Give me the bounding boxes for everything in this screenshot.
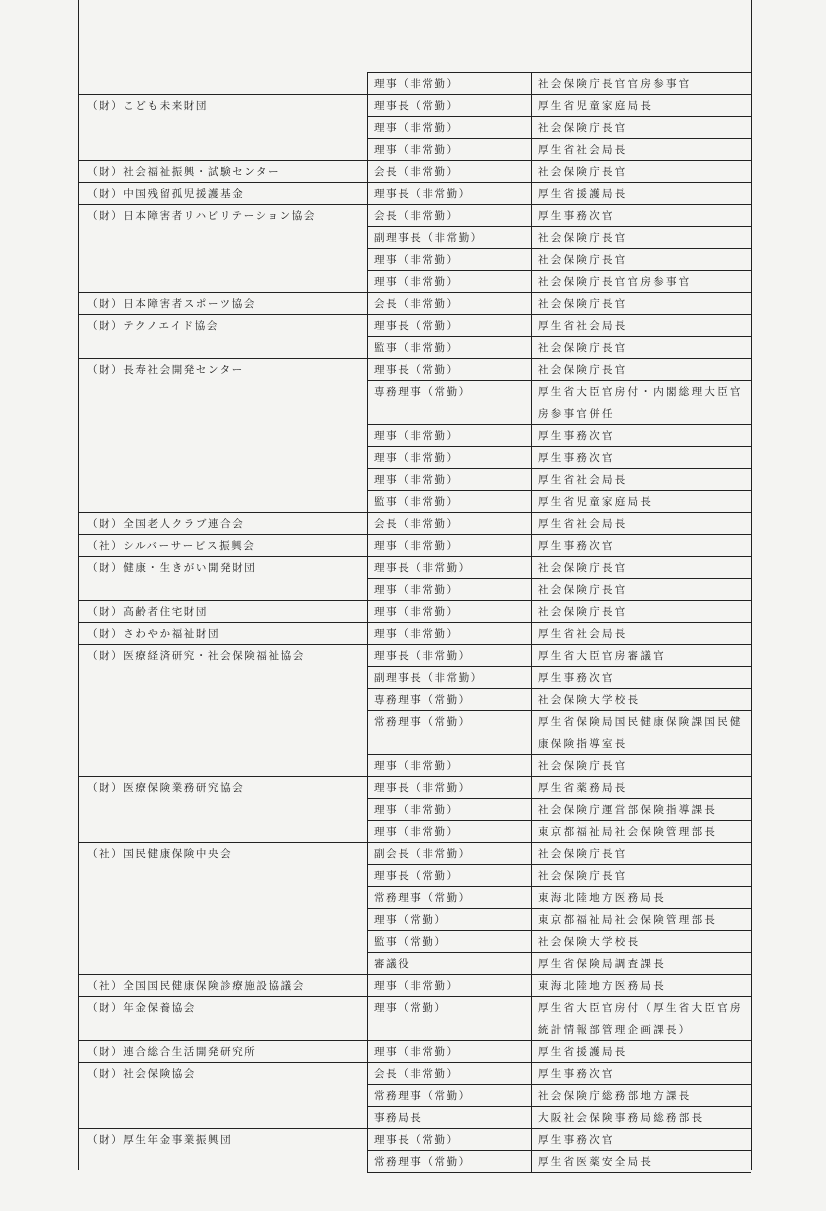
position-cell: 理事長（常勤） xyxy=(367,864,531,886)
table-row xyxy=(367,314,751,336)
official-cell: 厚生省大臣官房審議官 xyxy=(531,644,751,666)
position-cell: 理事（非常勤） xyxy=(367,798,531,820)
official-cell: 厚生省児童家庭局長 xyxy=(531,94,751,116)
official-cell: 厚生省保険局調査課長 xyxy=(531,952,751,974)
position-cell: 理事（非常勤） xyxy=(367,622,531,644)
organization-name: （財）全国老人クラブ連合会 xyxy=(79,512,367,534)
organization-group xyxy=(79,292,751,314)
organization-name xyxy=(79,72,367,94)
official-cell: 社会保険庁長官 xyxy=(531,226,751,248)
official-cell: 厚生事務次官 xyxy=(531,534,751,556)
table-row xyxy=(367,1040,751,1062)
official-cell: 社会保険庁長官 xyxy=(531,556,751,578)
position-cell: 理事長（非常勤） xyxy=(367,776,531,798)
position-cell: 常務理事（常勤） xyxy=(367,1150,531,1172)
official-cell: 東京都福祉局社会保険管理部長 xyxy=(531,908,751,930)
official-cell: 厚生省薬務局長 xyxy=(531,776,751,798)
organization-name: （財）こども未来財団 xyxy=(79,94,367,160)
position-cell: 理事（非常勤） xyxy=(367,116,531,138)
official-cell: 社会保険庁運営部保険指導課長 xyxy=(531,798,751,820)
official-cell: 厚生事務次官 xyxy=(531,666,751,688)
position-cell: 理事（常勤） xyxy=(367,908,531,930)
organization-group xyxy=(79,1062,751,1128)
position-cell: 理事（常勤） xyxy=(367,996,531,1040)
official-cell: 厚生省援護局長 xyxy=(531,1040,751,1062)
official-cell: 厚生事務次官 xyxy=(531,1128,751,1150)
table-row xyxy=(367,820,751,842)
organization-group xyxy=(79,534,751,556)
table-row xyxy=(367,952,751,974)
position-cell: 理事（非常勤） xyxy=(367,1040,531,1062)
official-cell: 厚生事務次官 xyxy=(531,446,751,468)
table-row xyxy=(367,754,751,776)
position-cell: 理事（非常勤） xyxy=(367,424,531,446)
position-cell: 常務理事（常勤） xyxy=(367,1084,531,1106)
official-cell: 厚生事務次官 xyxy=(531,1062,751,1084)
official-cell: 社会保険庁長官 xyxy=(531,842,751,864)
organization-name: （社）国民健康保険中央会 xyxy=(79,842,367,974)
position-cell: 理事長（常勤） xyxy=(367,1128,531,1150)
official-cell: 社会保険大学校長 xyxy=(531,688,751,710)
organization-group xyxy=(79,314,751,358)
official-cell: 東京都福祉局社会保険管理部長 xyxy=(531,820,751,842)
document-table xyxy=(78,0,752,1170)
organization-group xyxy=(79,644,751,776)
organization-name: （財）日本障害者スポーツ協会 xyxy=(79,292,367,314)
table-row xyxy=(367,468,751,490)
official-cell: 厚生省援護局長 xyxy=(531,182,751,204)
official-cell: 東海北陸地方医務局長 xyxy=(531,974,751,996)
official-cell: 社会保険庁長官 xyxy=(531,248,751,270)
official-cell: 社会保険庁長官 xyxy=(531,336,751,358)
table-row xyxy=(367,666,751,688)
table-row xyxy=(367,380,751,424)
table-row xyxy=(367,930,751,952)
organization-name: （財）連合総合生活開発研究所 xyxy=(79,1040,367,1062)
table-row xyxy=(367,798,751,820)
organization-name: （財）長寿社会開発センター xyxy=(79,358,367,512)
position-cell: 副理事長（非常勤） xyxy=(367,666,531,688)
organization-name: （財）社会福祉振興・試験センター xyxy=(79,160,367,182)
official-cell: 厚生省大臣官房付・内閣総理大臣官房参事官併任 xyxy=(531,380,751,424)
position-cell: 常務理事（常勤） xyxy=(367,886,531,908)
organization-name: （財）さわやか福祉財団 xyxy=(79,622,367,644)
table-row xyxy=(367,710,751,754)
position-cell: 理事長（常勤） xyxy=(367,314,531,336)
position-cell: 理事（非常勤） xyxy=(367,600,531,622)
official-cell: 厚生省児童家庭局長 xyxy=(531,490,751,512)
table-row xyxy=(367,226,751,248)
table-row xyxy=(367,94,751,116)
position-cell: 専務理事（常勤） xyxy=(367,380,531,424)
table-row xyxy=(367,248,751,270)
position-cell: 事務局長 xyxy=(367,1106,531,1128)
organization-group xyxy=(79,842,751,974)
table-row xyxy=(367,1084,751,1106)
official-cell: 厚生省医薬安全局長 xyxy=(531,1150,751,1172)
organization-name: （財）年金保養協会 xyxy=(79,996,367,1040)
table-bottom-rule xyxy=(367,1172,751,1173)
organization-group xyxy=(79,776,751,842)
table-row xyxy=(367,204,751,226)
organization-group xyxy=(79,974,751,996)
position-cell: 理事長（非常勤） xyxy=(367,556,531,578)
position-cell: 会長（非常勤） xyxy=(367,160,531,182)
table-row xyxy=(367,974,751,996)
table-row xyxy=(367,336,751,358)
table-row xyxy=(367,160,751,182)
official-cell: 厚生省社会局長 xyxy=(531,468,751,490)
table-row xyxy=(367,424,751,446)
table-row xyxy=(367,270,751,292)
organization-group xyxy=(79,1128,751,1172)
table-row xyxy=(367,512,751,534)
position-cell: 審議役 xyxy=(367,952,531,974)
organization-group xyxy=(79,1040,751,1062)
official-cell: 社会保険庁長官 xyxy=(531,864,751,886)
table-row xyxy=(367,776,751,798)
position-cell: 理事（非常勤） xyxy=(367,754,531,776)
organization-name: （財）厚生年金事業振興団 xyxy=(79,1128,367,1172)
organization-name: （財）社会保険協会 xyxy=(79,1062,367,1128)
table-row xyxy=(367,578,751,600)
position-cell: 副理事長（非常勤） xyxy=(367,226,531,248)
table-row xyxy=(367,1128,751,1150)
table-row xyxy=(367,116,751,138)
organization-name: （財）日本障害者リハビリテーション協会 xyxy=(79,204,367,292)
table-row xyxy=(367,1150,751,1172)
organization-group xyxy=(79,204,751,292)
official-cell: 厚生省大臣官房付（厚生省大臣官房統計情報部管理企画課長） xyxy=(531,996,751,1040)
position-cell: 理事長（常勤） xyxy=(367,358,531,380)
table-row xyxy=(367,996,751,1040)
table-row xyxy=(367,842,751,864)
official-cell: 社会保険庁長官官房参事官 xyxy=(531,270,751,292)
table-row xyxy=(367,534,751,556)
position-cell: 監事（非常勤） xyxy=(367,336,531,358)
table-row xyxy=(367,886,751,908)
table-row xyxy=(367,358,751,380)
position-cell: 副会長（非常勤） xyxy=(367,842,531,864)
organization-group xyxy=(79,94,751,160)
table-row xyxy=(367,490,751,512)
table-row xyxy=(367,1062,751,1084)
official-cell: 社会保険庁総務部地方課長 xyxy=(531,1084,751,1106)
organization-name: （財）高齢者住宅財団 xyxy=(79,600,367,622)
table-row xyxy=(367,72,751,94)
position-cell: 理事（非常勤） xyxy=(367,974,531,996)
table-row xyxy=(367,908,751,930)
position-cell: 理事（非常勤） xyxy=(367,72,531,94)
position-cell: 会長（非常勤） xyxy=(367,512,531,534)
table-row xyxy=(367,864,751,886)
table-row xyxy=(367,622,751,644)
organization-group xyxy=(79,622,751,644)
organization-group xyxy=(79,182,751,204)
table-row xyxy=(367,182,751,204)
position-cell: 理事（非常勤） xyxy=(367,820,531,842)
position-cell: 理事（非常勤） xyxy=(367,138,531,160)
table-row xyxy=(367,138,751,160)
table-row xyxy=(367,556,751,578)
official-cell: 社会保険庁長官 xyxy=(531,578,751,600)
official-cell: 社会保険庁長官 xyxy=(531,358,751,380)
official-cell: 厚生省社会局長 xyxy=(531,138,751,160)
official-cell: 厚生省社会局長 xyxy=(531,314,751,336)
organization-group xyxy=(79,556,751,600)
table-row xyxy=(367,292,751,314)
official-cell: 厚生事務次官 xyxy=(531,424,751,446)
position-cell: 監事（非常勤） xyxy=(367,490,531,512)
position-cell: 監事（常勤） xyxy=(367,930,531,952)
organization-group xyxy=(79,996,751,1040)
position-cell: 会長（非常勤） xyxy=(367,292,531,314)
table-row xyxy=(367,1106,751,1128)
position-cell: 専務理事（常勤） xyxy=(367,688,531,710)
organization-name: （社）全国国民健康保険診療施設協議会 xyxy=(79,974,367,996)
position-cell: 理事（非常勤） xyxy=(367,248,531,270)
table-row xyxy=(367,644,751,666)
organization-name: （財）テクノエイド協会 xyxy=(79,314,367,358)
organization-group xyxy=(79,72,751,94)
position-cell: 理事長（常勤） xyxy=(367,94,531,116)
organization-name: （財）健康・生きがい開発財団 xyxy=(79,556,367,600)
position-cell: 常務理事（常勤） xyxy=(367,710,531,754)
organization-group xyxy=(79,512,751,534)
position-cell: 理事（非常勤） xyxy=(367,446,531,468)
position-cell: 会長（非常勤） xyxy=(367,1062,531,1084)
organization-group xyxy=(79,358,751,512)
position-cell: 理事長（非常勤） xyxy=(367,644,531,666)
position-cell: 理事（非常勤） xyxy=(367,578,531,600)
official-cell: 社会保険大学校長 xyxy=(531,930,751,952)
organization-name: （財）医療経済研究・社会保険福祉協会 xyxy=(79,644,367,776)
official-cell: 大阪社会保険事務局総務部長 xyxy=(531,1106,751,1128)
official-cell: 厚生省社会局長 xyxy=(531,512,751,534)
table-row xyxy=(367,446,751,468)
official-cell: 社会保険庁長官官房参事官 xyxy=(531,72,751,94)
official-cell: 厚生省社会局長 xyxy=(531,622,751,644)
organization-name: （社）シルバーサービス振興会 xyxy=(79,534,367,556)
official-cell: 厚生事務次官 xyxy=(531,204,751,226)
organization-name: （財）中国残留孤児援護基金 xyxy=(79,182,367,204)
table-row xyxy=(367,600,751,622)
official-cell: 社会保険庁長官 xyxy=(531,160,751,182)
official-cell: 東海北陸地方医務局長 xyxy=(531,886,751,908)
official-cell: 厚生省保険局国民健康保険課国民健康保険指導室長 xyxy=(531,710,751,754)
table-row xyxy=(367,688,751,710)
organization-group xyxy=(79,600,751,622)
position-cell: 理事（非常勤） xyxy=(367,468,531,490)
official-cell: 社会保険庁長官 xyxy=(531,292,751,314)
official-cell: 社会保険庁長官 xyxy=(531,600,751,622)
position-cell: 理事（非常勤） xyxy=(367,270,531,292)
position-cell: 会長（非常勤） xyxy=(367,204,531,226)
official-cell: 社会保険庁長官 xyxy=(531,116,751,138)
official-cell: 社会保険庁長官 xyxy=(531,754,751,776)
organization-group xyxy=(79,160,751,182)
position-cell: 理事長（非常勤） xyxy=(367,182,531,204)
organization-name: （財）医療保険業務研究協会 xyxy=(79,776,367,842)
position-cell: 理事（非常勤） xyxy=(367,534,531,556)
